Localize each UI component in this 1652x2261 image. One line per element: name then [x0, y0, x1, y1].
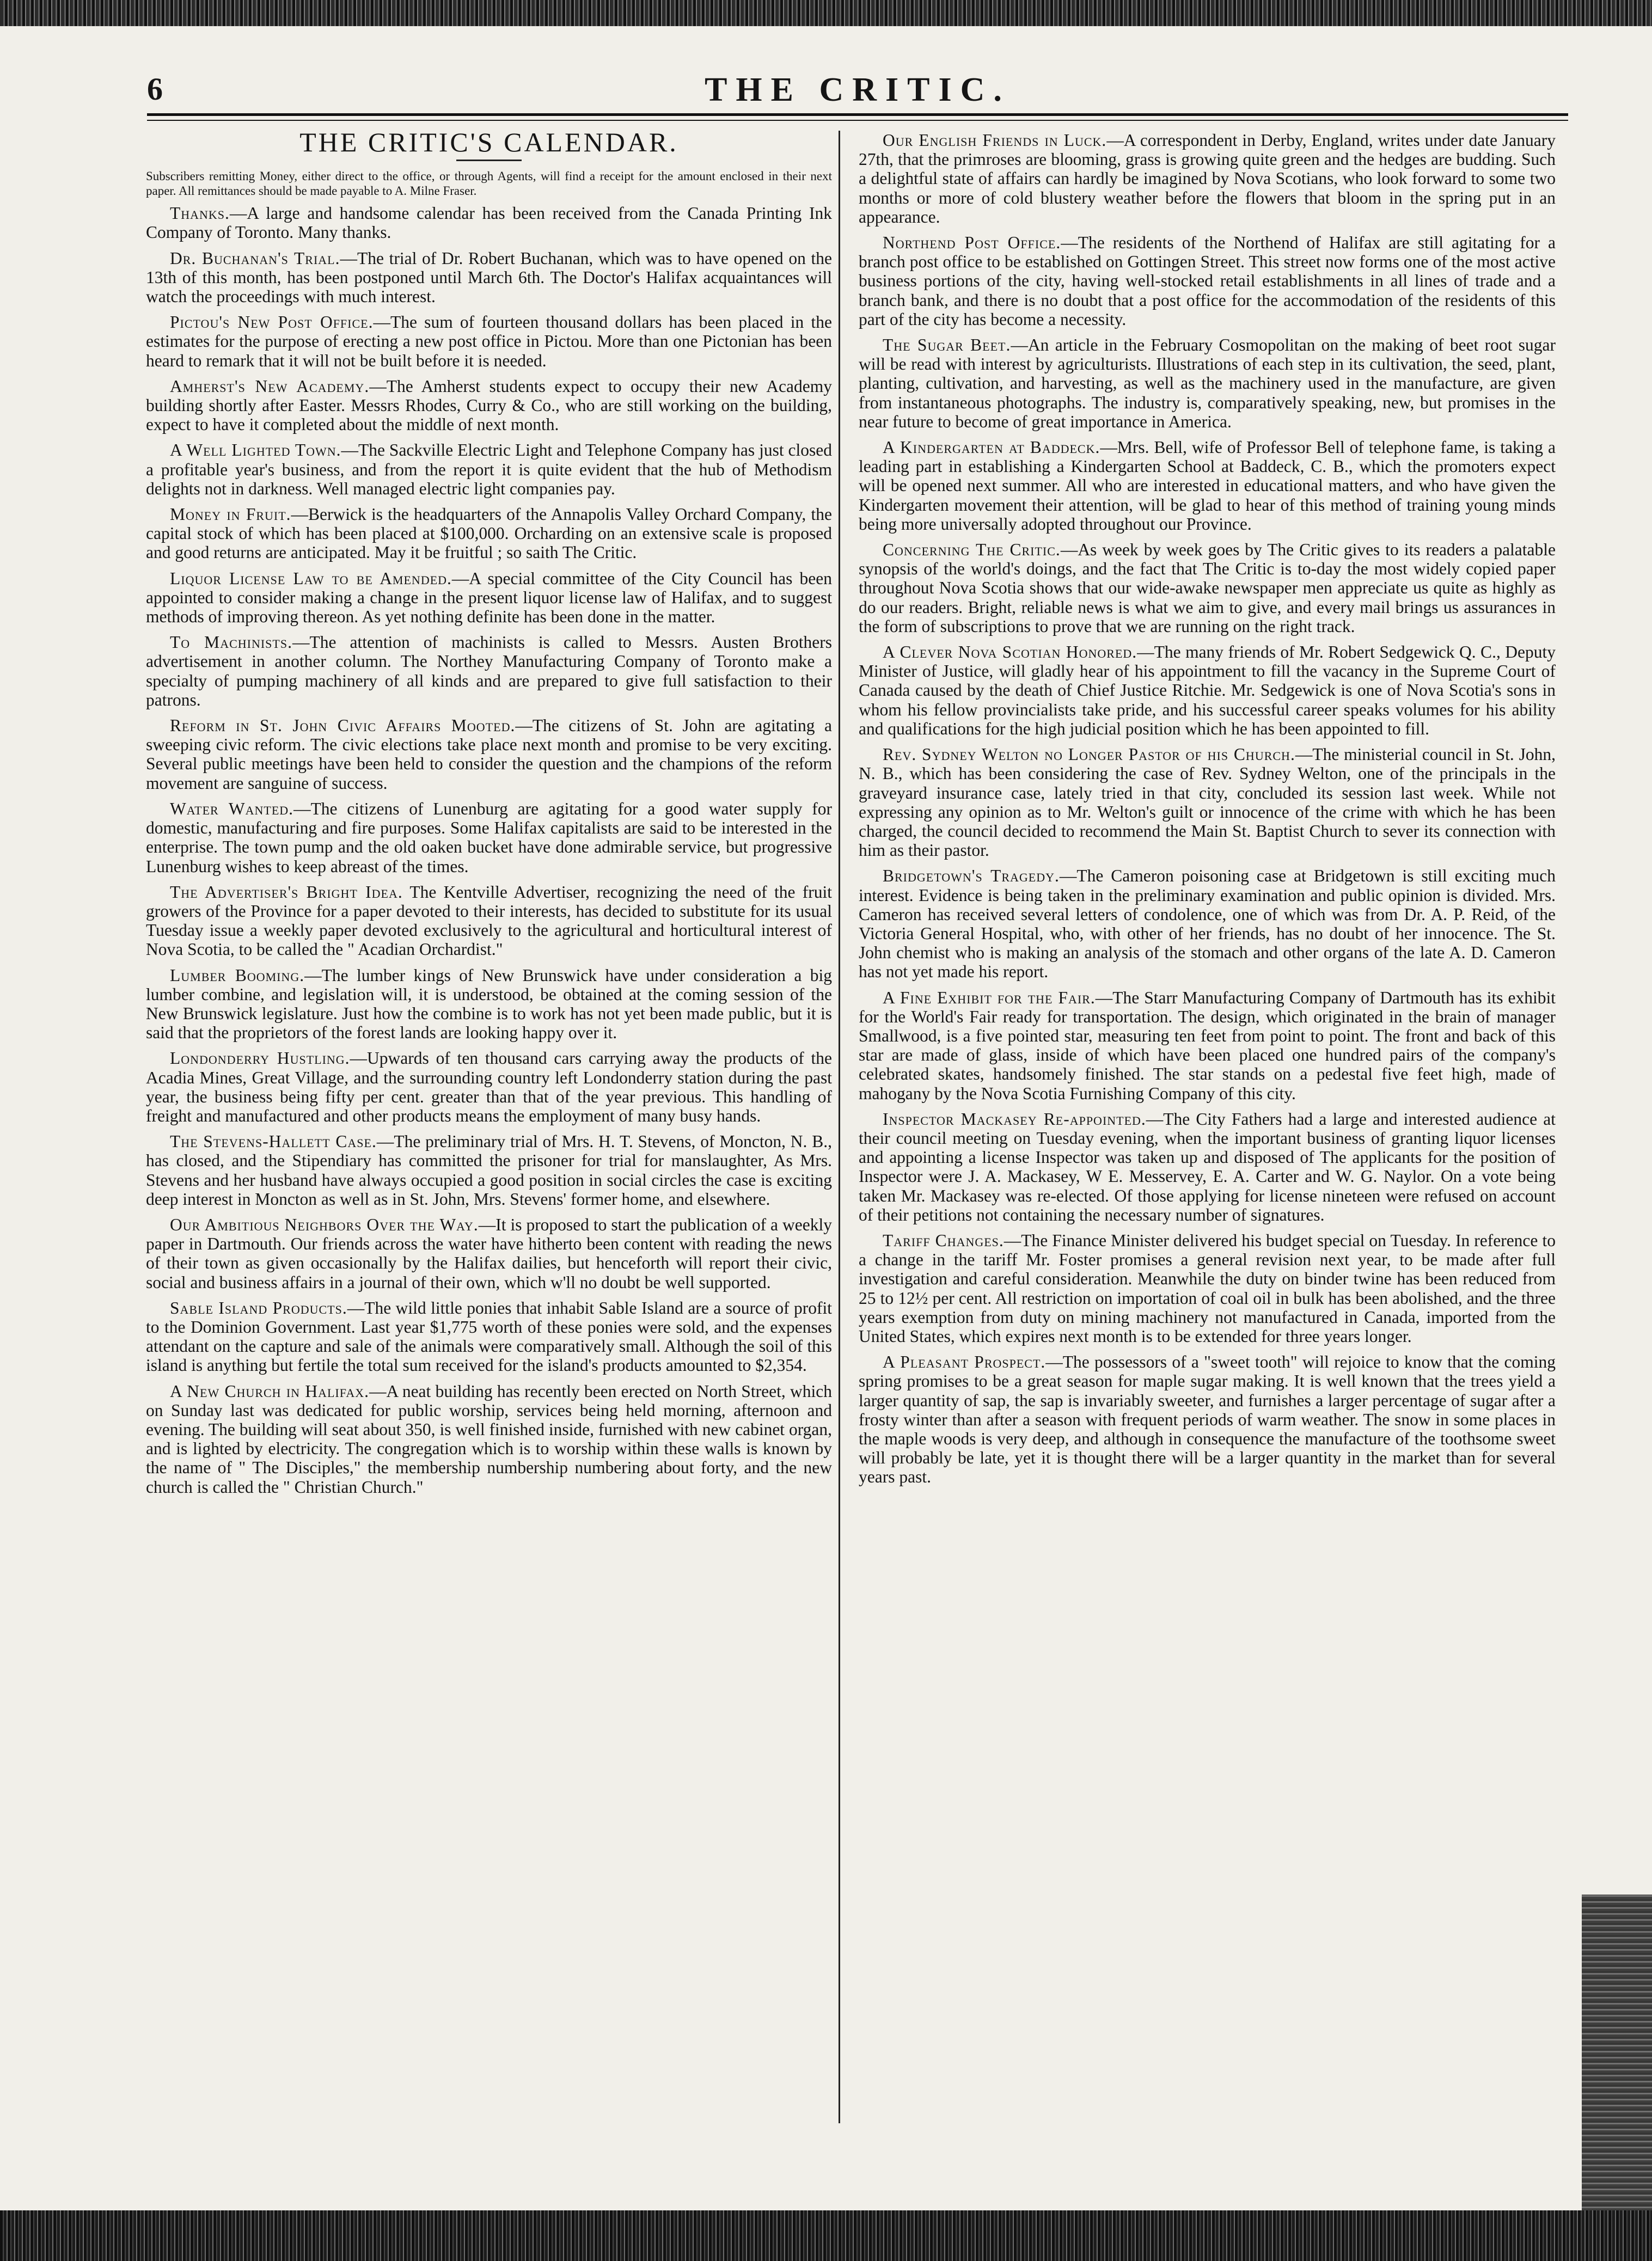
article-paragraph	[146, 505, 832, 562]
article-paragraph	[146, 313, 832, 370]
article-paragraph	[146, 1382, 832, 1497]
article-paragraph	[146, 1215, 832, 1292]
newspaper-title: THE CRITIC.	[705, 71, 1011, 108]
article-heading: The Stevens-Hallett Case.	[170, 1132, 377, 1151]
article-text: —A neat building has recently been erected on North Street, which on Sunday last was dedicated for public worship, services being held morning, afternoon and evening. The building will seat about 350, is well finished inside, furnished with new cabinet organ, and is lighted by electricity. The congregation which is to worship within these walls is known by the name of " The Disciples," the membership numbership numbering about forty, and the new church is called the " Christian Church."	[146, 1381, 833, 1497]
article-text: —The Cameron poisoning case at Bridgetown is still exciting much interest. Evidence is being taken in the preliminary examination and public opinion is divided. Mrs. Cameron has received several letters of condolence, one of which was from Dr. A. P. Reid, of the Victoria General Hospital, who, with other of her friends, has no doubt of her innocence. The St. John chemist who is making an analysis of the stomach and other organs of the late A. D. Cameron has not yet made his report.	[859, 866, 1556, 982]
article-text: —A special committee of the City Council has been appointed to consider making a change in the present liquor license law of Halifax, and to suggest methods of improving thereon. As yet nothing definite has been done in the matter.	[146, 568, 832, 627]
article-paragraph	[859, 745, 1556, 860]
article-text: —The attention of machinists is called to Messrs. Austen Brothers advertisement in another column. The Northey Manufacturing Company of Toronto make a specialty of pumping machinery of all kinds and are prepared to give full satisfaction to their patrons.	[146, 633, 832, 709]
article-heading: Lumber Booming.	[170, 965, 305, 985]
article-heading: A Clever Nova Scotian Honored.	[883, 642, 1137, 662]
subscriber-note: Subscribers remitting Money, either direct to the office, or through Agents, will find a receipt for the amount enclosed in their next paper. All remittances should be made payable to A. Milne Fraser.	[146, 169, 832, 198]
article-text: —The Sackville Electric Light and Telephone Company has just closed a profitable year's business, and from the report it is quite evident that the hub of Methodism delights not in darkness. Well managed electric light companies pay.	[146, 440, 832, 498]
article-paragraph	[859, 335, 1556, 431]
article-text: —Mrs. Bell, wife of Professor Bell of telephone fame, is taking a leading part in establishing a Kindergarten School at Baddeck, C. B., which the promoters expect will be opened next summer. All who are interested in educational matters, and who have given the Kindergarten movement their attention, will be glad to hear of this method of training young minds being more universally adopted throughout our Province.	[859, 438, 1556, 534]
article-heading: Sable Island Products.	[170, 1298, 347, 1318]
article-heading: Concerning The Critic.	[883, 540, 1061, 560]
article-paragraph	[859, 1110, 1556, 1224]
article-text: —The sum of fourteen thousand dollars has been placed in the estimates for the purpose of erecting a new post office in Pictou. More than one Pictonian has been heard to remark that it will not be built before it is needed.	[146, 313, 832, 370]
header-rule-thick	[147, 113, 1568, 116]
article-paragraph	[859, 131, 1556, 226]
article-paragraph	[146, 377, 832, 434]
article-heading: Londonderry Hustling.	[170, 1049, 350, 1068]
article-text: —The Amherst students expect to occupy their new Academy building shortly after Easter. Messrs Rhodes, Curry & Co., who are still working on the building, expect to have it completed about the middle of next month.	[146, 376, 832, 434]
article-paragraph	[859, 233, 1556, 329]
article-text: —The many friends of Mr. Robert Sedgewick Q. C., Deputy Minister of Justice, will gladly hear of his appointment to fill the vacancy in the Supreme Court of Canada caused by the death of Chief Justice Ritchie. Mr. Sedgewick is one of Nova Scotia's sons in whom his fellow provincialists take pride, and his successful career speaks volumes for his ability and qualifications for the high judicial position which he has been appointed to fill.	[859, 642, 1556, 738]
article-heading: Pictou's New Post Office.	[170, 313, 374, 332]
article-heading: Thanks.	[170, 204, 230, 223]
article-paragraph	[146, 204, 832, 242]
right-column	[859, 131, 1556, 1493]
article-heading: Inspector Mackasey Re-appointed.	[883, 1109, 1146, 1129]
scan-top-edge	[0, 0, 1652, 26]
article-paragraph	[859, 540, 1556, 636]
article-paragraph	[859, 1352, 1556, 1486]
article-text: —Upwards of ten thousand cars carrying away the products of the Acadia Mines, Great Village, and the surrounding country left Londonderry station during the past year, the business being fifty per cent. greater than that of the year previous. This handling of freight and manufactured and other products means the employment of many busy hands.	[146, 1049, 832, 1125]
article-paragraph	[146, 966, 832, 1043]
calendar-rule	[456, 160, 522, 161]
article-text: —The residents of the Northend of Halifax are still agitating for a branch post office to be established on Gottingen Street. This street now forms one of the most active business portions of the city, having well-stocked retail establishments in all lines of trade and a branch bank, and there is no doubt that a post office for the accommodation of the residents of this part of the city has become a necessity.	[859, 233, 1556, 329]
article-heading: The Advertiser's Bright Idea.	[170, 882, 403, 902]
article-text: —The trial of Dr. Robert Buchanan, which was to have opened on the 13th of this month, has been postponed until March 6th. The Doctor's Halifax acquaintances will watch the proceedings with much interest.	[146, 248, 833, 307]
article-heading: Liquor License Law to be Amended.	[170, 568, 452, 588]
calendar-heading: THE CRITIC'S CALENDAR.	[299, 127, 678, 157]
article-paragraph	[146, 569, 832, 627]
article-paragraph	[146, 883, 832, 959]
article-text: —A large and handsome calendar has been received from the Canada Printing Ink Company of Toronto. Many thanks.	[146, 204, 832, 242]
article-heading: Dr. Buchanan's Trial.	[170, 248, 340, 268]
article-text: —A correspondent in Derby, England, writes under date January 27th, that the primroses are blooming, grass is growing quite green and the hedges are budding. Such a delightful state of affairs can hardly be imagined by Nova Scotians, who look forward to some two months or more of cold blustery weather before the flowers that bloom in the spring put in an appearance.	[859, 131, 1556, 226]
right-articles	[859, 131, 1556, 1487]
article-paragraph	[859, 438, 1556, 534]
article-paragraph	[146, 633, 832, 709]
article-heading: A New Church in Halifax.	[170, 1381, 370, 1401]
article-text: —Berwick is the headquarters of the Annapolis Valley Orchard Company, the capital stock of which has been placed at $100,000. Orcharding on an extensive scale is proposed and good returns are anticipated. May it be fruitful ; so saith The Critic.	[146, 505, 833, 562]
article-heading: Reform in St. John Civic Affairs Mooted.	[170, 716, 516, 736]
article-text: —The ministerial council in St. John, N. B., which has been considering the case of Rev. Sydney Welton, one of the principals in the graveyard insurance case, lately tried in that city, concluded its session last week. While not expressing any opinion as to Mr. Welton's guilt or innocence of the crime with which he has been charged, the council decided to recommend the Main St. Baptist Church to sever its connection with him as their pastor.	[859, 745, 1556, 860]
article-heading: Tariff Changes.	[883, 1230, 1004, 1250]
article-text: —The City Fathers had a large and interested audience at their council meeting on Tuesday evening, when the important business of granting liquor licenses and appointing a license Inspector was taken up and disposed of The applicants for the position of Inspector were J. A. Mackasey, W E. Messervey, E. A. Carter and W. G. Naylor. On a vote being taken Mr. Mackasey was re-elected. Of those applying for license nineteen were refused on account of their petitions not containing the necessary number of signatures.	[859, 1109, 1556, 1224]
page-number: 6	[147, 71, 163, 107]
article-heading: Northend Post Office.	[883, 233, 1061, 253]
article-text: —The Finance Minister delivered his budget special on Tuesday. In reference to a change in the tariff Mr. Foster promises a general revision next year, to be made after full investigation and careful consideration. Meanwhile the duty on binder twine has been reduced from 25 to 12½ per cent. All restriction on importation of coal oil in bulk has been abolished, and the three years exemption from duty on mining machinery not manufactured in Canada, imported from the United States, which expires next month is to be extended for three years longer.	[859, 1230, 1556, 1346]
scan-bottom-edge	[0, 2210, 1652, 2261]
article-paragraph	[146, 1298, 832, 1375]
article-paragraph	[146, 716, 832, 793]
article-heading: Water Wanted.	[170, 799, 294, 818]
article-heading: Rev. Sydney Welton no Longer Pastor of his Church.	[883, 745, 1295, 764]
article-heading: Bridgetown's Tragedy.	[883, 866, 1060, 886]
article-heading: Our English Friends in Luck.	[883, 131, 1107, 150]
article-heading: A Fine Exhibit for the Fair.	[883, 988, 1096, 1007]
article-text: The Kentville Advertiser, recognizing the need of the fruit growers of the Province for a paper devoted to their interests, has decided to substitute for its usual Tuesday issue a weekly paper devoted exclusively to the agricultural and horticultural interest of Nova Scotia, to be called the " Acadian Orchardist."	[146, 882, 832, 959]
article-text: —The preliminary trial of Mrs. H. T. Stevens, of Moncton, N. B., has closed, and the Stipendiary has committed the prisoner for trial for manslaughter, As Mrs. Stevens and her husband have always occupied a good position in social circles the case is exciting deep interest in Moncton as well as in St. John, Mrs. Stevens' former home, and elsewhere.	[146, 1132, 832, 1209]
article-text: —As week by week goes by The Critic gives to its readers a palatable synopsis of the world's doings, and the fact that The Critic is to-day the most widely copied paper throughout Nova Scotia shows that our wide-awake newspaper men appreciate us quite as highly as do our readers. Bright, reliable news is what we aim to give, and every mail brings us assurances in the form of subscriptions to prove that we are running on the right track.	[859, 540, 1556, 636]
article-paragraph	[859, 642, 1556, 738]
article-heading: The Sugar Beet.	[883, 335, 1011, 355]
header-rule-thin	[147, 120, 1568, 121]
article-paragraph	[859, 1231, 1556, 1346]
article-text: —An article in the February Cosmopolitan on the making of beet root sugar will be read with interest by agriculturists. Illustrations of each step in its cultivation, the seed, plant, planting, cultivation, and harvesting, as well as the machinery used in the manufacture, are given from instantaneous photographs. The industry is, comparatively speaking, new, but promises in the near future to become of great importance in America.	[859, 335, 1556, 431]
page-header	[147, 71, 1568, 114]
article-paragraph	[146, 1132, 832, 1209]
article-heading: A Kindergarten at Baddeck.	[883, 438, 1100, 457]
article-text: —The citizens of St. John are agitating a sweeping civic reform. The civic elections take place next month and promise to be very exciting. Several public meetings have been held to consider the question and the champions of the reform movement are sanguine of success.	[146, 716, 832, 793]
article-paragraph	[146, 249, 832, 307]
article-heading: Amherst's New Academy.	[170, 376, 370, 396]
article-text: —The possessors of a "sweet tooth" will rejoice to know that the coming spring promises to be a great season for maple sugar making. It is well known that the trees yield a larger quantity of sap, the sap is invariably sweeter, and furnishes a larger percentage of sugar after a frosty winter than after a season with frequent periods of warm weather. The snow in some places in the maple woods is very deep, and although in consequence the manufacture of the toothsome sweet will probably be late, yet it is thought there will be a larger quantity in the market than for several years past.	[859, 1352, 1556, 1487]
article-text: —The Starr Manufacturing Company of Dartmouth has its exhibit for the World's Fair ready for transportation. The design, which originated in the brain of manager Smallwood, is a five pointed star, measuring ten feet from point to point. The front and back of this star are made of glass, inside of which have been placed one hundred pairs of the company's celebrated skates, handsomely finished. The star stands on a pedestal five feet high, made of mahogany by the Nova Scotia Furnishing Company of this city.	[859, 988, 1556, 1103]
article-paragraph	[859, 866, 1556, 981]
article-paragraph	[146, 1049, 832, 1125]
left-articles	[146, 204, 832, 1497]
left-column	[146, 127, 833, 1503]
article-heading: Money in Fruit.	[170, 505, 291, 524]
scan-right-edge	[1582, 1895, 1652, 2210]
article-text: —The lumber kings of New Brunswick have under consideration a big lumber combine, and legislation will, it is understood, be obtained at the coming session of the New Brunswick legislature. Just how the combine is to work has not yet been made public, but it is said that the proprietors of the forest lands are looking happy over it.	[146, 965, 832, 1043]
article-paragraph	[146, 799, 832, 876]
article-heading: A Pleasant Prospect.	[883, 1352, 1046, 1372]
article-paragraph	[146, 440, 832, 498]
column-divider	[839, 131, 840, 2123]
article-heading: Our Ambitious Neighbors Over the Way.	[170, 1215, 479, 1234]
article-heading: A Well Lighted Town.	[170, 440, 341, 460]
article-text: —It is proposed to start the publication of a weekly paper in Dartmouth. Our friends across the water have hitherto been content with reading the news of their town as given occasionally by the Halifax dailies, but henceforth will report their civic, social and business affairs in a journal of their own, which w'll no doubt be well supported.	[146, 1215, 832, 1292]
article-text: —The citizens of Lunenburg are agitating for a good water supply for domestic, manufacturing and fire purposes. Some Halifax capitalists are said to be interested in the enterprise. The town pump and the old oaken bucket have done admirable service, but progressive Lunenburg wishes to keep abreast of the times.	[146, 799, 832, 876]
article-heading: To Machinists.	[170, 633, 292, 652]
article-text: —The wild little ponies that inhabit Sable Island are a source of profit to the Dominion Government. Last year $1,775 worth of these ponies were sold, and the expenses attendant on the capture and sale of the animals were comparatively small. Although the soil of this island is anything but fertile the total sum received for the island's products amounted to $2,354.	[146, 1298, 832, 1375]
article-paragraph	[859, 988, 1556, 1103]
